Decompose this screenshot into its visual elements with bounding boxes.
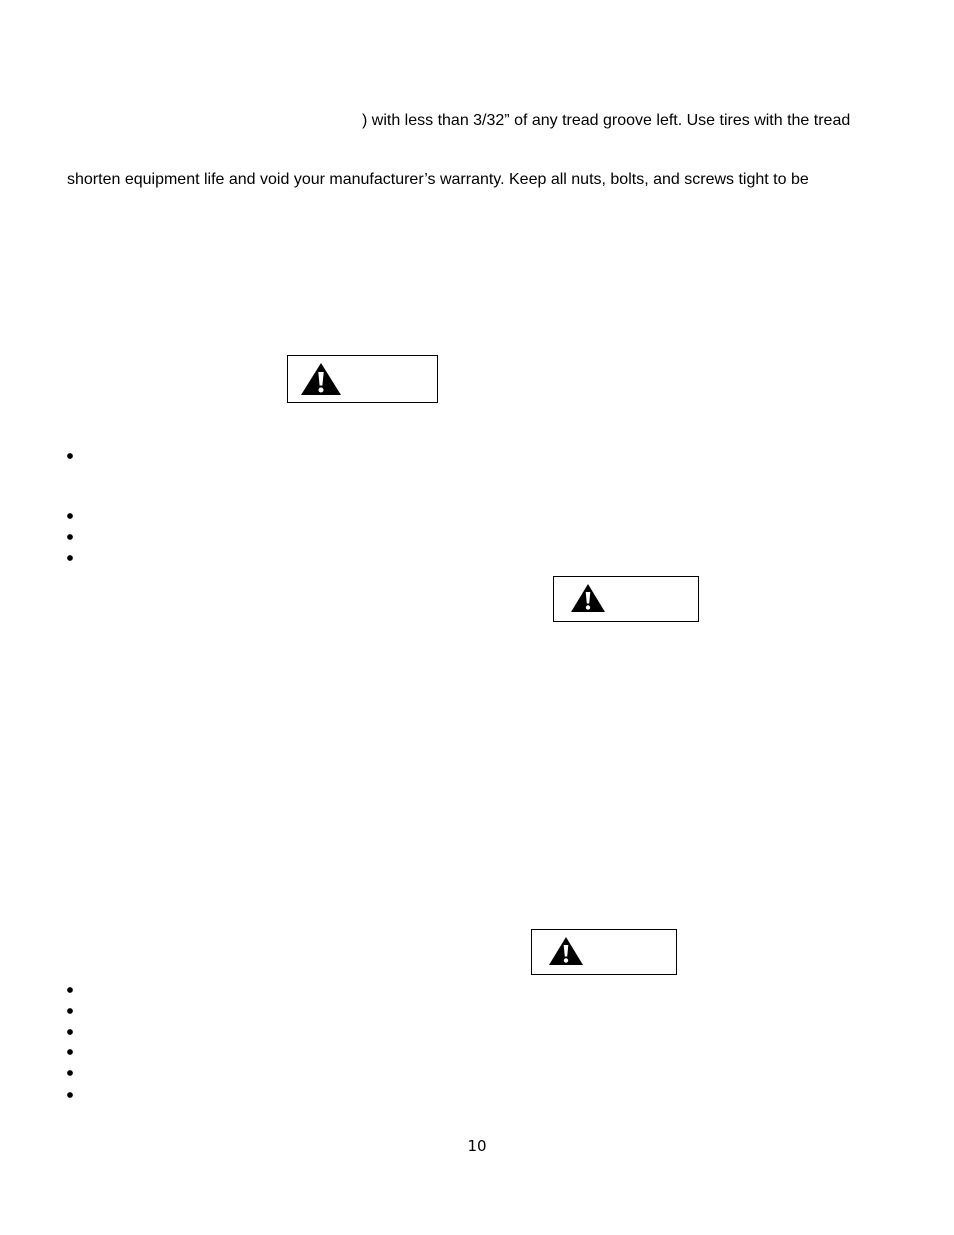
warning-triangle-icon bbox=[570, 583, 606, 613]
bullet-1 bbox=[67, 453, 73, 459]
bullet-3 bbox=[67, 534, 73, 540]
body-text-line-2: shorten equipment life and void your manufacturer’s warranty. Keep all nuts, bolts, and screws tight to be bbox=[67, 171, 809, 188]
bullet-10 bbox=[67, 1092, 73, 1098]
warning-box-2 bbox=[553, 576, 699, 622]
bullet-9 bbox=[67, 1070, 73, 1076]
body-text-line-1: ) with less than 3/32” of any tread groove left. Use tires with the tread bbox=[362, 112, 851, 129]
warning-triangle-icon bbox=[300, 362, 342, 396]
bullet-6 bbox=[67, 1008, 73, 1014]
bullet-4 bbox=[67, 555, 73, 561]
bullet-8 bbox=[67, 1049, 73, 1055]
page-number: 10 bbox=[467, 1137, 487, 1155]
warning-triangle-icon bbox=[548, 936, 584, 966]
bullet-5 bbox=[67, 987, 73, 993]
bullet-2 bbox=[67, 513, 73, 519]
warning-box-3 bbox=[531, 929, 677, 975]
bullet-7 bbox=[67, 1029, 73, 1035]
warning-box-1 bbox=[287, 355, 438, 403]
